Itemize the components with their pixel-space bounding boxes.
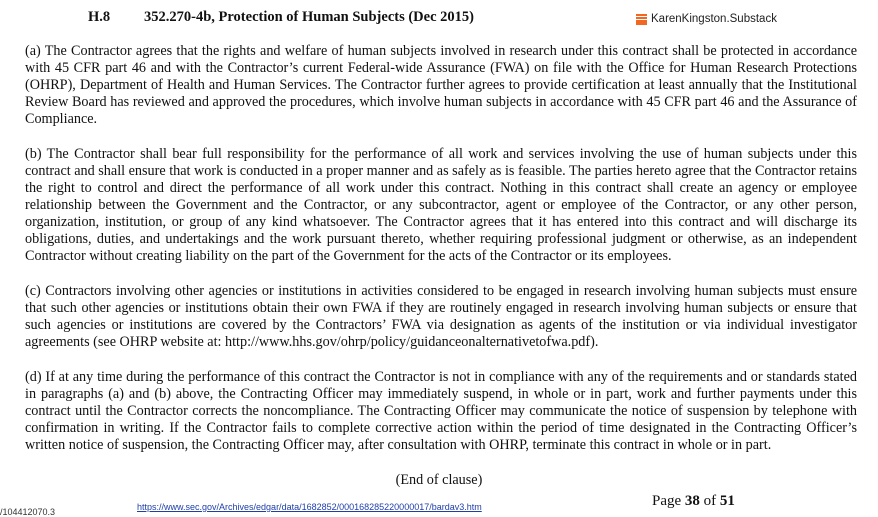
section-title: 352.270-4b, Protection of Human Subjects (Dec 2015) [144,9,474,25]
watermark-text: KarenKingston.Substack [651,13,777,25]
page-label: Page [652,493,682,509]
end-of-clause: (End of clause) [395,472,483,488]
page-of: of [703,493,717,509]
page-total: 51 [719,493,735,509]
paragraph-b: (b) The Contractor shall bear full responsibility for the performance of all work and services involving the use of human subjects under this contract and shall ensure that work is conducted in a proper manner and as safely as is feasible. The parties hereto agree that the Contractor retains the right to control and direct the performance of all work under this contract. Nothing in this contract shall create an agency or employee relationship between the Government and the Contractor, or any subcontractor, agent or employee of the Contractor, or any other person, organization, institution, or group of any kind whatsoever. The Contractor agrees that it has entered into this contract and will discharge its obligations, duties, and undertakings and the work pursuant thereto, whether requiring professional judgment or otherwise, as an independent Contractor without creating liability on the part of the Government for the acts of the Contractor or its employees. [25,146,857,264]
page-number [652,493,735,510]
paragraph-c: (c) Contractors involving other agencies or institutions in activities considered to be engaged in research involving human subjects must ensure that such other agencies or institutions obtain their own FWA if they are routinely engaged in research involving human subjects or ensure that such agencies or institutions are covered by the Contractors’ FWA via designation as agents of the institution or via individual investigator agreements (see OHRP website at: http://www.hhs.gov/ohrp/policy/guidanceonalternativetofwa.pdf). [25,283,857,350]
paragraph-d: (d) If at any time during the performance of this contract the Contractor is not in compliance with any of the requirements and or standards stated in paragraphs (a) and (b) above, the Contracting Officer may immediately suspend, in whole or in part, work and further payments under this contract until the Contractor corrects the noncompliance. The Contracting Officer may communicate the notice of suspension by telephone with confirmation in writing. If the Contractor fails to complete corrective action within the period of time designated in the Contracting Officer’s written notice of suspension, the Contracting Officer may, after consultation with OHRP, terminate this contract in whole or in part. [25,369,857,453]
substack-icon [636,14,647,25]
page-current: 38 [684,493,700,509]
source-link[interactable]: https://www.sec.gov/Archives/edgar/data/1682852/000168285220000017/bardav3.htm [137,502,482,512]
section-number: H.8 [88,9,111,25]
watermark [636,13,777,25]
paragraph-a: (a) The Contractor agrees that the rights and welfare of human subjects involved in research under this contract shall be protected in accordance with 45 CFR part 46 and with the Contractor’s current Federal-wide Assurance (FWA) on file with the Office for Human Research Protections (OHRP), Department of Health and Human Services. The Contractor further agrees to provide certification at least annually that the Institutional Review Board has reviewed and approved the procedures, which involve human subjects in accordance with 45 CFR part 46 and the Assurance of Compliance. [25,43,857,127]
document-id: /104412070.3 [0,507,56,517]
